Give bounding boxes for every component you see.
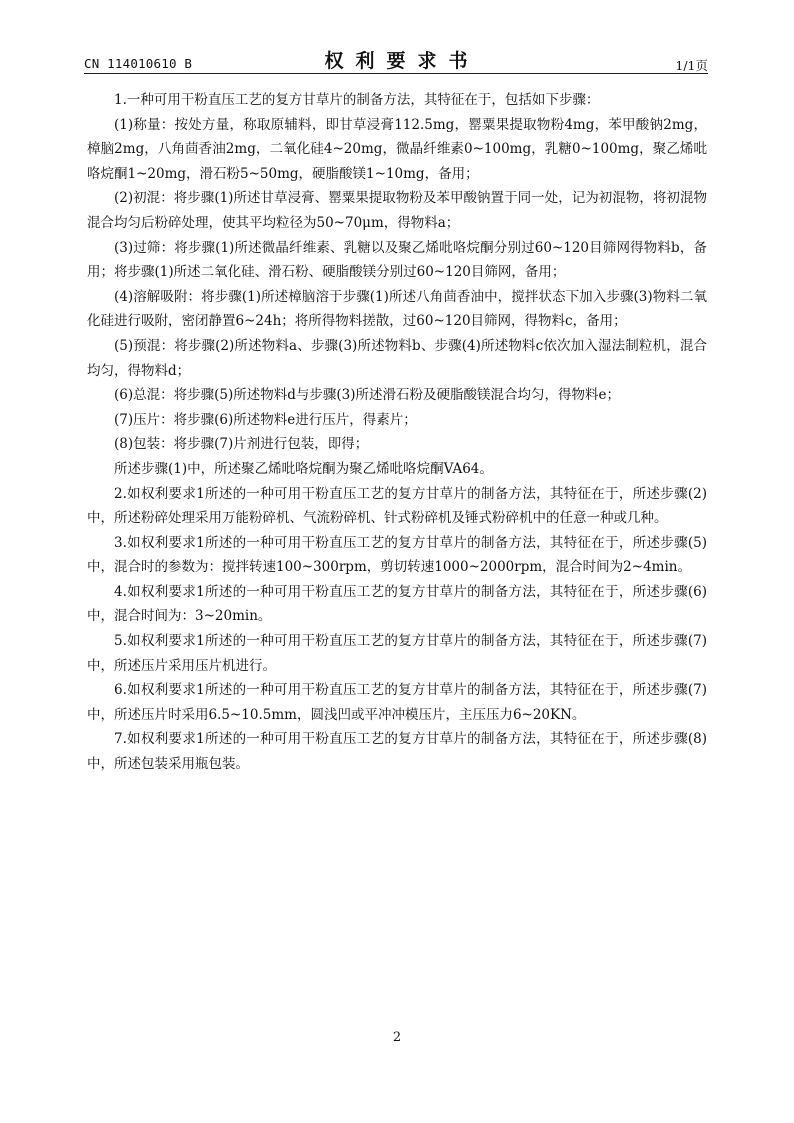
page-count: 1/1页 — [675, 58, 708, 73]
header-divider — [84, 73, 708, 74]
claim-2: 2.如权利要求1所述的一种可用干粉直压工艺的复方甘草片的制备方法，其特征在于，所述步骤(2)中，所述粉碎处理采用万能粉碎机、气流粉碎机、针式粉碎机及锤式粉碎机中的任意一种或几种。 — [87, 485, 707, 527]
claim-1-step-5: (5)预混：将步骤(2)所述物料a、步骤(3)所述物料b、步骤(4)所述物料c依次加入湿法制粒机，混合均匀，得物料d； — [87, 337, 707, 379]
claim-4: 4.如权利要求1所述的一种可用干粉直压工艺的复方甘草片的制备方法，其特征在于，所述步骤(6)中，混合时间为：3~20min。 — [87, 583, 707, 625]
claim-1-step-2: (2)初混：将步骤(1)所述甘草浸膏、罂粟果提取物粉及苯甲酸钠置于同一处，记为初混物，将初混物混合均匀后粉碎处理，使其平均粒径为50~70μm，得物料a； — [87, 190, 707, 231]
page-number: 2 — [392, 1030, 402, 1045]
claim-6: 6.如权利要求1所述的一种可用干粉直压工艺的复方甘草片的制备方法，其特征在于，所述步骤(7)中，所述压片时采用6.5~10.5mm，圆浅凹或平冲冲模压片，主压压力6~20KN。 — [87, 682, 707, 723]
claim-1-step-6: (6)总混：将步骤(5)所述物料d与步骤(3)所述滑石粉及硬脂酸镁混合均匀，得物料e； — [114, 387, 620, 404]
claim-3: 3.如权利要求1所述的一种可用干粉直压工艺的复方甘草片的制备方法，其特征在于，所述步骤(5)中，混合时的参数为：搅拌转速100~300rpm，剪切转速1000~2000rpm，混合时间为2~4min。 — [87, 534, 707, 576]
document-title: 权利要求书 — [324, 50, 480, 72]
page-header — [84, 44, 708, 74]
claim-1-preamble: 1.一种可用干粉直压工艺的复方甘草片的制备方法，其特征在于，包括如下步骤： — [114, 92, 600, 108]
claim-1-step-8: (8)包装：将步骤(7)片剂进行包装，即得； — [114, 436, 369, 453]
claim-1-step-7: (7)压片：将步骤(6)所述物料e进行压片，得素片； — [114, 411, 417, 428]
claim-5: 5.如权利要求1所述的一种可用干粉直压工艺的复方甘草片的制备方法，其特征在于，所述步骤(7)中，所述压片采用压片机进行。 — [87, 633, 707, 674]
claim-7: 7.如权利要求1所述的一种可用干粉直压工艺的复方甘草片的制备方法，其特征在于，所述步骤(8)中，所述包装采用瓶包装。 — [87, 731, 707, 773]
claim-1-step-1: (1)称量：按处方量，称取原辅料，即甘草浸膏112.5mg，罂粟果提取物粉4mg，苯甲酸钠2mg，樟脑2mg，八角茴香油2mg，二氧化硅4~20mg，微晶纤维素0~100mg，乳糖0~100mg，聚乙烯吡咯烷酮1~20mg，滑石粉5~50mg，硬脂酸镁1~10mg，备用； — [87, 116, 707, 182]
claim-1-note: 所述步骤(1)中，所述聚乙烯吡咯烷酮为聚乙烯吡咯烷酮VA64。 — [114, 460, 493, 477]
publication-number: CN 114010610 B — [84, 56, 193, 71]
claim-1-step-4: (4)溶解吸附：将步骤(1)所述樟脑溶于步骤(1)所述八角茴香油中，搅拌状态下加入步骤(3)物料二氧化硅进行吸附，密闭静置6~24h；将所得物料搓散，过60~120目筛网，得物料c，备用； — [87, 288, 707, 330]
claim-1-step-3: (3)过筛：将步骤(1)所述微晶纤维素、乳糖以及聚乙烯吡咯烷酮分别过60~120目筛网得物料b，备用；将步骤(1)所述二氧化硅、滑石粉、硬脂酸镁分别过60~120目筛网，备用； — [87, 239, 707, 281]
claims-body — [87, 88, 707, 777]
